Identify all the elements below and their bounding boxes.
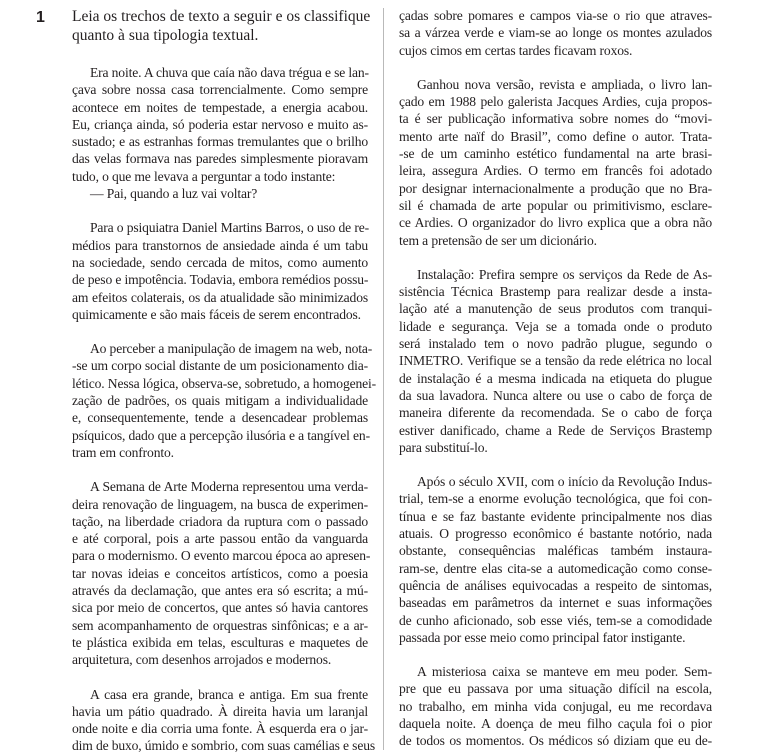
question-line: quanto à sua tipologia textual. — [72, 27, 259, 44]
text-line: sica por meio de concertos, que antes só havia cantores — [72, 600, 368, 616]
text-excerpt — [399, 663, 712, 749]
question-number: 1 — [36, 9, 45, 26]
text-line: am efeitos colaterais, os da atualidade são minimizados — [72, 289, 368, 305]
text-excerpt — [399, 473, 712, 646]
text-excerpt — [72, 340, 377, 461]
text-line: e até corporal, pois a arte passou então da vanguarda — [72, 531, 368, 547]
text-excerpt — [72, 219, 368, 323]
text-line: çadas sobre pomares e campos via-se o rio que atraves- — [399, 8, 712, 23]
text-excerpt — [72, 185, 368, 202]
text-line: lação até a manutenção de seus produtos com tranqui- — [399, 301, 712, 317]
text-line: na sociedade, sendo cercada de mitos, como aumento — [72, 254, 368, 270]
text-line: te plástica exibida em telas, esculturas e maquetes de — [72, 634, 368, 650]
text-line: — Pai, quando a luz vai voltar? — [90, 186, 258, 202]
text-line: de todos os momentos. Os médicos só diziam que eu de- — [399, 733, 712, 749]
text-line: Instalação: Prefira sempre os serviços da Rede de As- — [417, 266, 712, 282]
text-line: pre que eu passava por uma situação difícil na escola, — [399, 681, 712, 697]
text-line: sem acompanhamento de orquestras sinfônicas; e a ar- — [72, 617, 368, 633]
text-line: leira, assegura Ardies. O termo em francês foi adotado — [399, 163, 712, 179]
text-line: sa a várzea verde e viam-se ao longe os montes azulados — [399, 25, 712, 41]
text-line: acontece em noites de tempestade, a energia acabou. — [72, 99, 368, 115]
question-prompt — [72, 7, 371, 45]
right-column — [399, 7, 712, 750]
text-line: estiver danificado, chame a Rede de Serviços Brastemp — [399, 422, 712, 438]
text-line: obstante, consequências maléficas também instaura- — [399, 543, 712, 559]
text-line: Ao perceber a manipulação de imagem na web, nota- — [90, 341, 373, 357]
left-column — [72, 7, 377, 755]
text-line: tínua e se faz bastante evidente principalmente nos dias — [399, 508, 712, 524]
text-excerpt — [399, 266, 712, 456]
text-excerpt — [72, 478, 371, 668]
text-line: para substituí-lo. — [399, 439, 488, 455]
text-line: daquela noite. A doença de meu filho caçula foi o pior — [399, 715, 712, 731]
text-line: onde noite e dia corria uma fonte. À esquerda era o jar- — [72, 721, 368, 737]
text-line: sistência Técnica Brastemp para realizar desde a insta- — [399, 284, 712, 300]
text-excerpt — [72, 64, 368, 185]
text-line: através da declamação, que antes era só escrita; a mú- — [72, 583, 368, 599]
text-line: tram em confronto. — [72, 444, 174, 460]
text-line: -se um corpo social distante de um posicionamento dia- — [72, 358, 368, 374]
column-divider — [383, 8, 384, 750]
text-line: da sua lavadora. Nunca altere ou use o cabo de força de — [399, 387, 712, 403]
text-line: lético. Nessa lógica, observa-se, sobretudo, a homogenei- — [72, 375, 377, 391]
text-line: psíquicos, dado que a percepção ilusória e a tangível en- — [72, 427, 370, 443]
text-line: será instalado tem o novo padrão plugue, segundo o — [399, 336, 712, 352]
text-line: médios para transtornos de ansiedade ainda é um tabu — [72, 237, 368, 253]
text-line: Eu, criança ainda, só poderia estar nervoso e muito as- — [72, 116, 368, 132]
text-line: çado em 1988 pelo galerista Jacques Ardies, cuja propos- — [399, 94, 712, 110]
text-line: por designar internacionalmente a produção que no Bra- — [399, 180, 712, 196]
text-line: e, consequentemente, tende a desencadear problemas — [72, 410, 368, 426]
text-line: zação de padrões, os quais mitigam a individualidade — [72, 393, 368, 409]
text-line: das velas formava nas paredes simplesmente pioravam — [72, 151, 368, 167]
text-line: ram-se, dentre elas cita-se a automedicação como conse- — [399, 560, 712, 576]
text-line: ta é ser publicação informativa sobre nomes do “movi- — [399, 111, 712, 127]
text-line: sil é chamada de arte popular ou primitivismo, esclare- — [399, 197, 712, 213]
text-line: tem a pretensão de ser um dicionário. — [399, 232, 597, 248]
text-line: mento arte naïf do Brasil”, como define o autor. Trata- — [399, 128, 712, 144]
question-line: Leia os trechos de texto a seguir e os classifique — [72, 8, 371, 25]
text-line: passada por esse meio como principal fator instigante. — [399, 629, 686, 645]
text-line: arquitetura, com desenhos arrojados e modernos. — [72, 652, 332, 668]
text-line: A casa era grande, branca e antiga. Em sua frente — [90, 686, 368, 702]
text-line: lidade e segurança. Veja se a tomada onde o produto — [399, 318, 712, 334]
text-line: atuais. O progresso econômico é bastante notório, nada — [399, 526, 712, 542]
text-line: Ganhou nova versão, revista e ampliada, o livro lan- — [417, 76, 712, 92]
text-line: baseadas em parâmetros da internet e suas informações — [399, 595, 712, 611]
text-line: dim de buxo, úmido e sombrio, com suas camélias e seus — [72, 738, 375, 754]
text-line: quência de análises equivocadas a respeito de sintomas, — [399, 577, 712, 593]
text-line: tudo, o que me levava a perguntar a todo instante: — [72, 168, 336, 184]
text-line: ce Ardies. O organizador do livro explica que a obra não — [399, 215, 712, 231]
text-line: çava sobre nossa casa torrencialmente. Como sempre — [72, 82, 368, 98]
text-line: tação, na liberdade criadora da ruptura com o passado — [72, 513, 368, 529]
text-line: para o modernismo. O evento marcou época ao apresen- — [72, 548, 371, 564]
text-line: A misteriosa caixa se manteve em meu poder. Sem- — [417, 664, 712, 680]
text-line: INMETRO. Verifique se a tensão da rede elétrica no local — [399, 353, 712, 369]
text-excerpt — [399, 7, 712, 59]
text-line: de cunho aficionado, sob esse viés, tem-se a comodidade — [399, 612, 712, 628]
text-line: trial, tem-se a enorme evolução tecnológica, que foi con- — [399, 491, 712, 507]
text-line: deira renovação de linguagem, na busca de experimen- — [72, 496, 368, 512]
text-line: quimicamente e são mais fáceis de serem encontrados. — [72, 306, 361, 322]
text-line: Após o século XVII, com o início da Revolução Indus- — [417, 474, 712, 490]
text-line: havia um pátio quadrado. À direita havia um laranjal — [72, 703, 368, 719]
text-line: de peso e impotência. Todavia, embora remédios possu- — [72, 272, 369, 288]
text-line: A Semana de Arte Moderna representou uma verda- — [90, 479, 368, 495]
text-line: de instalação é a mesma indicada na etiqueta do plugue — [399, 370, 712, 386]
text-line: -se de um caminho estético fundamental na arte brasi- — [399, 146, 712, 162]
text-line: tar novas ideias e conceitos artísticos, como a poesia — [72, 565, 368, 581]
text-line: maneira diferente da recomendada. Se o cabo de força — [399, 405, 712, 421]
text-line: no trabalho, em minha vida conjugal, eu me recordava — [399, 698, 712, 714]
text-line: cujos cimos em certas tardes ficavam roxos. — [399, 42, 633, 58]
text-line: Era noite. A chuva que caía não dava trégua e se lan- — [90, 65, 369, 80]
text-excerpt — [72, 686, 375, 755]
text-line: sustado; e as estranhas formas tremulantes que o brilho — [72, 134, 368, 150]
text-line: Para o psiquiatra Daniel Martins Barros, o uso de re- — [90, 220, 369, 236]
text-excerpt — [399, 76, 712, 249]
